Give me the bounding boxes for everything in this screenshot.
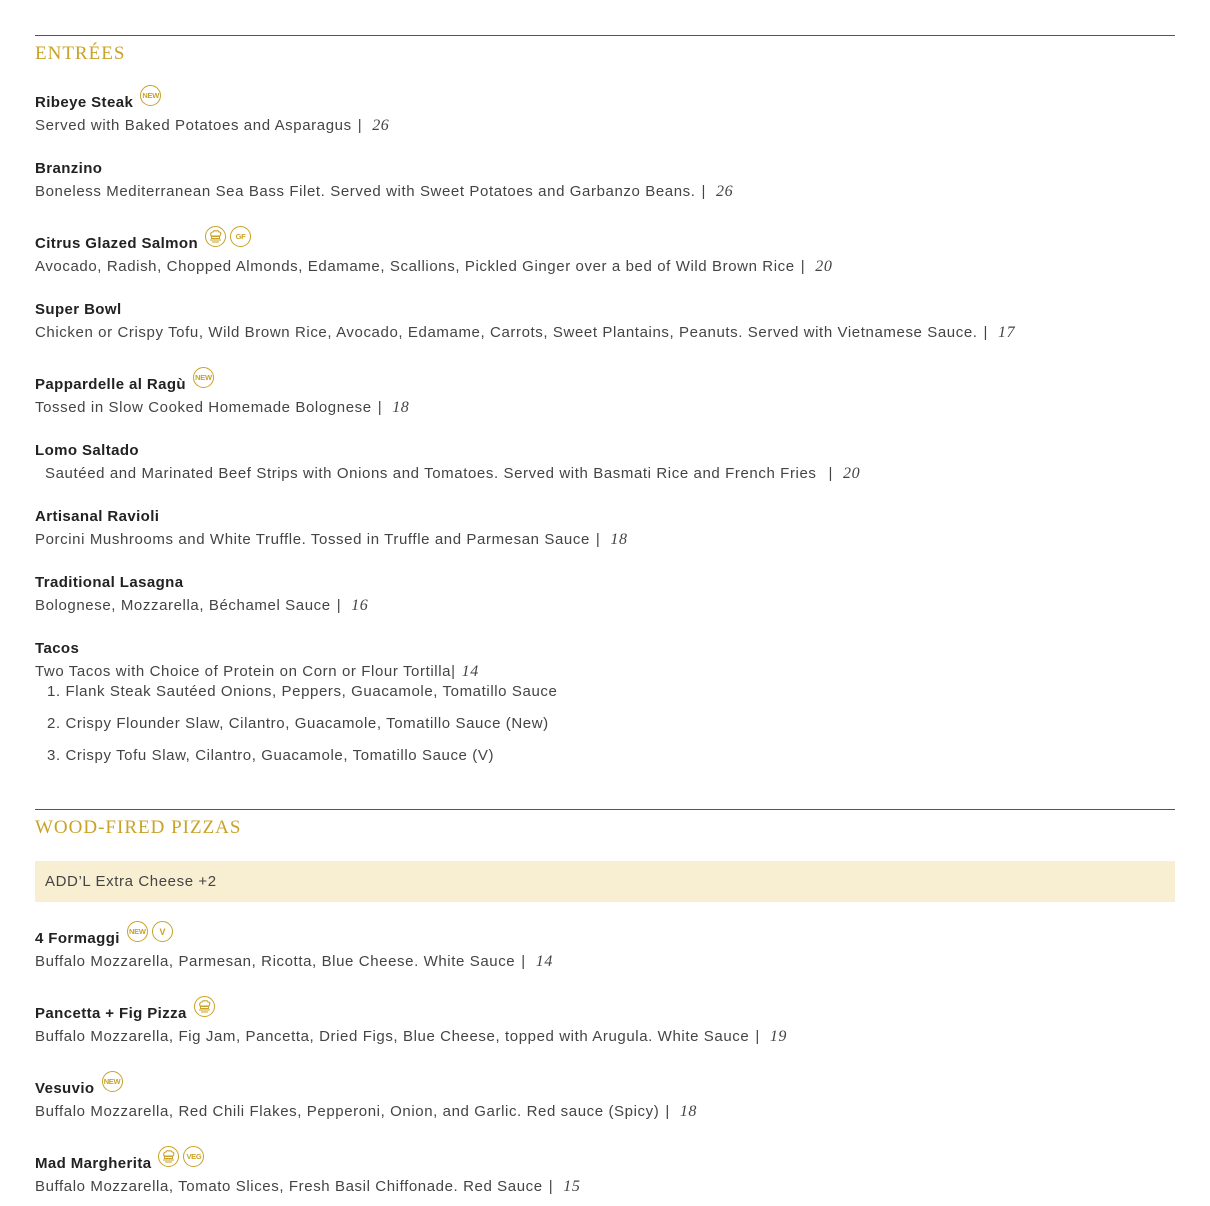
- item-description: Served with Baked Potatoes and Asparagus: [35, 117, 352, 134]
- price-separator: |: [377, 399, 383, 416]
- item-price: 14: [461, 663, 479, 680]
- item-price: 14: [535, 953, 553, 970]
- menu-item-lomo-saltado: [35, 436, 1175, 484]
- item-description: Buffalo Mozzarella, Fig Jam, Pancetta, Dried Figs, Blue Cheese, topped with Arugula. White Sauce: [35, 1028, 750, 1045]
- vegetarian-badge-icon: V: [152, 921, 173, 942]
- chef-icon: [205, 226, 226, 247]
- item-description: Buffalo Mozzarella, Tomato Slices, Fresh Basil Chiffonade. Red Sauce: [35, 1178, 543, 1195]
- menu-item-branzino: [35, 154, 1175, 202]
- item-description: Buffalo Mozzarella, Parmesan, Ricotta, Blue Cheese. White Sauce: [35, 953, 516, 970]
- menu-item-4-formaggi: [35, 924, 1175, 972]
- list-item: 1. Flank Steak Sautéed Onions, Peppers, Guacamole, Tomatillo Sauce: [47, 683, 558, 700]
- item-price: 16: [351, 597, 369, 614]
- section-title-pizzas: WOOD-FIRED PIZZAS: [35, 817, 242, 838]
- menu-item-ribeye-steak: [35, 88, 1175, 136]
- price-separator: |: [800, 258, 806, 275]
- price-separator: |: [357, 117, 363, 134]
- menu-item-vesuvio: [35, 1074, 1175, 1122]
- section-divider: [35, 809, 1175, 810]
- item-name: 4 Formaggi: [35, 930, 120, 947]
- menu-item-traditional-lasagna: [35, 568, 1175, 616]
- item-price: 18: [679, 1103, 698, 1120]
- section-divider: [35, 35, 1175, 36]
- gluten-free-badge-icon: GF: [230, 226, 251, 247]
- item-price: 26: [716, 183, 734, 200]
- item-name: Traditional Lasagna: [35, 574, 184, 591]
- item-price: 19: [769, 1028, 788, 1045]
- item-price: 18: [610, 531, 628, 548]
- price-separator: |: [521, 953, 526, 970]
- item-name: Ribeye Steak: [35, 94, 134, 111]
- item-name: Vesuvio: [35, 1080, 95, 1097]
- menu-item-artisanal-ravioli: [35, 502, 1175, 550]
- chef-icon: [194, 996, 215, 1017]
- new-badge-icon: NEW: [140, 85, 161, 106]
- item-name: Pancetta + Fig Pizza: [35, 1005, 187, 1022]
- price-separator: |: [828, 465, 834, 482]
- new-badge-icon: NEW: [102, 1071, 123, 1092]
- item-name: Lomo Saltado: [35, 442, 139, 459]
- item-description: Chicken or Crispy Tofu, Wild Brown Rice, Avocado, Edamame, Carrots, Sweet Plantains, Peanuts. Served with Vietnamese Sauce.: [35, 324, 978, 341]
- menu-item-pappardelle: [35, 370, 1175, 418]
- price-separator: |: [595, 531, 601, 548]
- menu-item-mad-margherita: [35, 1149, 1175, 1197]
- price-separator: |: [983, 324, 989, 341]
- item-price: 20: [815, 258, 833, 275]
- price-separator: |: [665, 1103, 670, 1120]
- menu-item-super-bowl: [35, 295, 1175, 343]
- item-description: Two Tacos with Choice of Protein on Corn or Flour Tortilla: [35, 663, 452, 680]
- taco-options-list: [35, 682, 1175, 766]
- addl-extra-cheese-banner: ADD’L Extra Cheese +2: [35, 861, 1175, 902]
- new-badge-icon: NEW: [127, 921, 148, 942]
- item-description: Sautéed and Marinated Beef Strips with Onions and Tomatoes. Served with Basmati Rice and French Fries: [45, 465, 817, 482]
- menu-item-tacos: [35, 634, 1175, 778]
- item-price: 20: [843, 465, 861, 482]
- menu-item-pancetta-fig-pizza: [35, 999, 1175, 1047]
- item-description: Tossed in Slow Cooked Homemade Bolognese: [35, 399, 372, 416]
- chef-icon: [158, 1146, 179, 1167]
- item-name: Branzino: [35, 160, 103, 177]
- item-description: Avocado, Radish, Chopped Almonds, Edamame, Scallions, Pickled Ginger over a bed of Wild Brown Rice: [35, 258, 795, 275]
- item-name: Mad Margherita: [35, 1155, 152, 1172]
- item-price: 18: [392, 399, 410, 416]
- price-separator: |: [755, 1028, 760, 1045]
- item-price: 15: [563, 1178, 581, 1195]
- price-separator: |: [451, 663, 456, 680]
- new-badge-icon: NEW: [193, 367, 214, 388]
- price-separator: |: [701, 183, 707, 200]
- item-name: Citrus Glazed Salmon: [35, 235, 199, 252]
- price-separator: |: [336, 597, 342, 614]
- menu-item-citrus-glazed-salmon: [35, 229, 1175, 277]
- item-description: Buffalo Mozzarella, Red Chili Flakes, Pepperoni, Onion, and Garlic. Red sauce (Spicy): [35, 1103, 660, 1120]
- item-price: 26: [372, 117, 390, 134]
- item-description: Porcini Mushrooms and White Truffle. Tossed in Truffle and Parmesan Sauce: [35, 531, 590, 548]
- item-description: Boneless Mediterranean Sea Bass Filet. Served with Sweet Potatoes and Garbanzo Beans.: [35, 183, 696, 200]
- vegan-badge-icon: VEG: [183, 1146, 204, 1167]
- item-price: 17: [998, 324, 1016, 341]
- item-name: Tacos: [35, 640, 80, 657]
- item-description: Bolognese, Mozzarella, Béchamel Sauce: [35, 597, 331, 614]
- price-separator: |: [548, 1178, 554, 1195]
- item-name: Pappardelle al Ragù: [35, 376, 186, 393]
- item-name: Artisanal Ravioli: [35, 508, 160, 525]
- list-item: 2. Crispy Flounder Slaw, Cilantro, Guacamole, Tomatillo Sauce (New): [47, 715, 549, 732]
- section-title-entrees: ENTRÉES: [35, 43, 126, 64]
- list-item: 3. Crispy Tofu Slaw, Cilantro, Guacamole, Tomatillo Sauce (V): [47, 747, 495, 764]
- item-name: Super Bowl: [35, 301, 122, 318]
